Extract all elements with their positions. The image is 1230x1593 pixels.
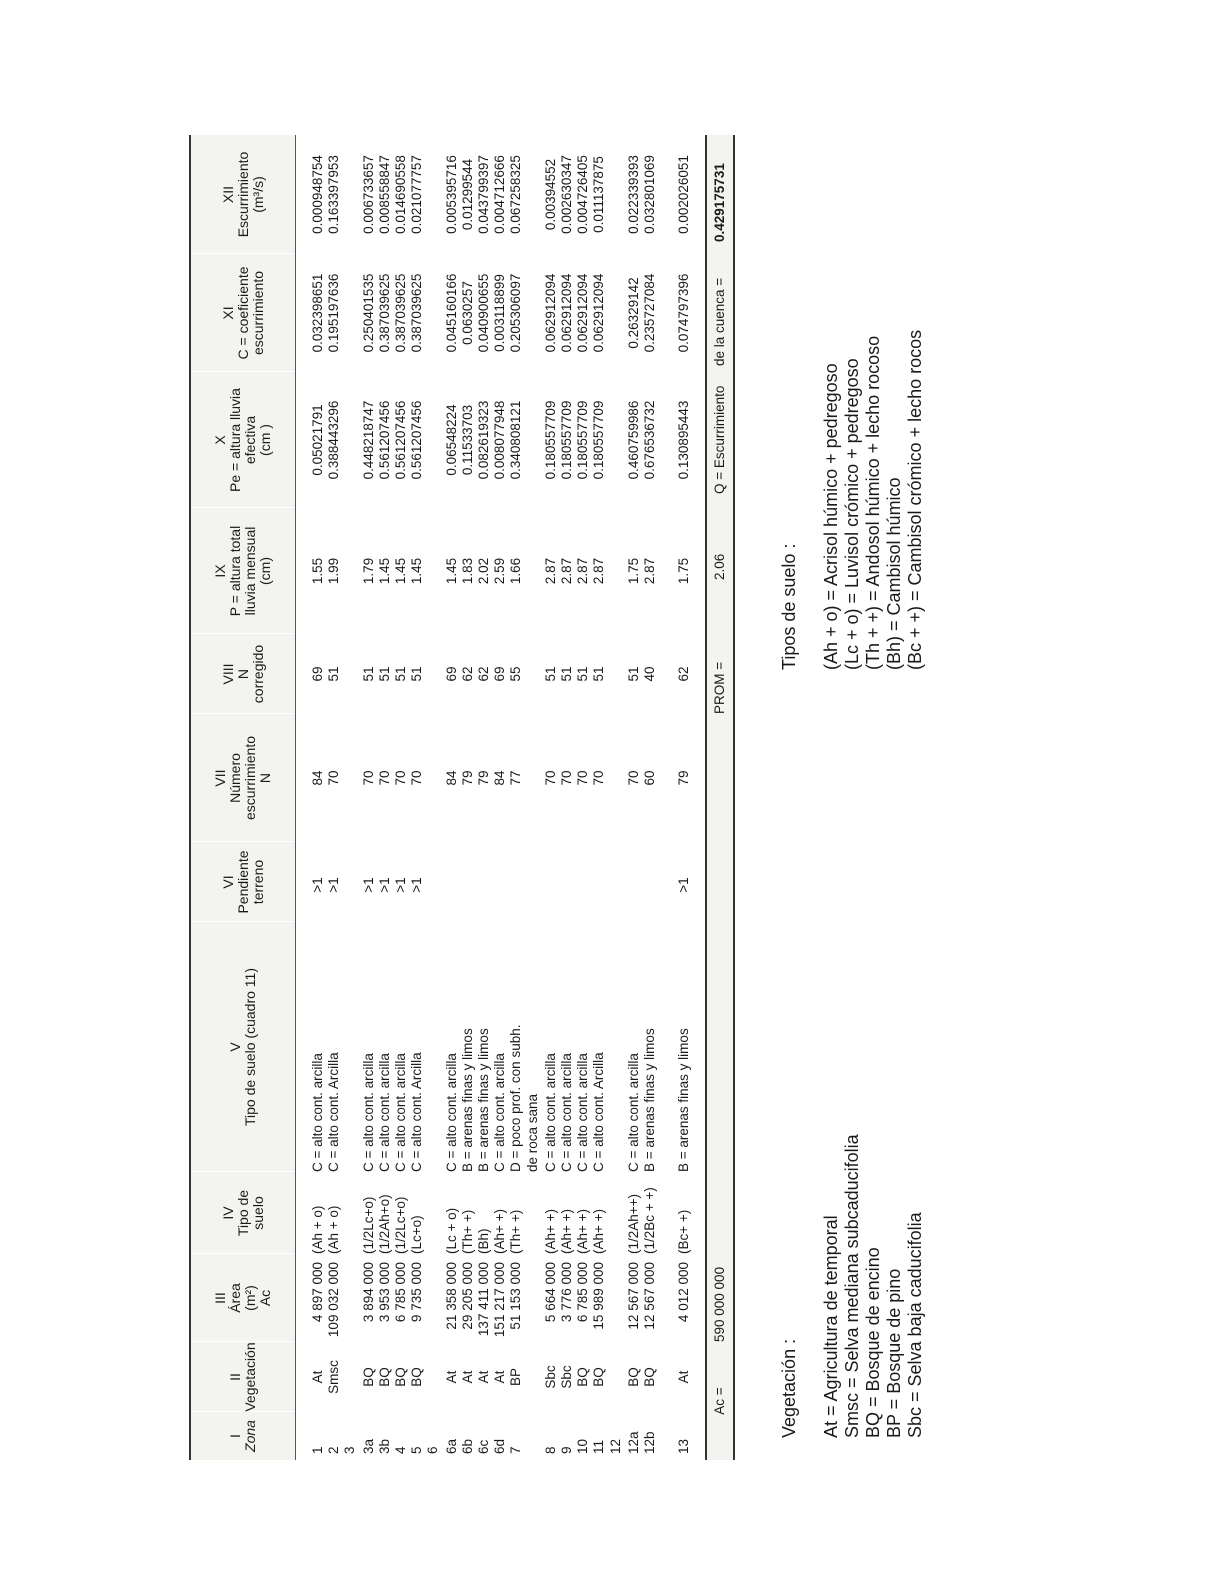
header-zona: I Zona <box>227 1420 258 1452</box>
cell-pe: 0.06548224 <box>443 404 459 476</box>
cell-ts: (Th+ +) <box>459 1209 475 1254</box>
cell-c: 0.062912094 <box>591 273 607 353</box>
cell-pe: 0.561207456 <box>376 400 392 480</box>
table-row <box>408 135 425 1460</box>
cell-ts: (1/2Ah++) <box>625 1193 641 1254</box>
cell-num: 84 <box>310 770 325 786</box>
cell-ncorr: 55 <box>508 666 524 682</box>
cell-zona: 3 <box>342 1446 358 1454</box>
q-label: Q = Escurrimiento <box>712 385 727 494</box>
cell-area: 21 358 000 <box>443 1262 459 1330</box>
cell-veg: At <box>476 1370 491 1384</box>
cell-area: 6 785 000 <box>575 1262 591 1323</box>
cell-pe: 0.130895443 <box>676 400 692 480</box>
cell-area: 6 785 000 <box>393 1262 408 1323</box>
ac-label: Ac = <box>712 1387 727 1415</box>
cell-pend: >1 <box>393 877 408 893</box>
cell-pe: 0.340808121 <box>508 400 524 480</box>
cell-ncorr: 51 <box>591 666 607 682</box>
cell-veg: At <box>310 1370 325 1384</box>
cell-q: 0.032801069 <box>642 155 657 234</box>
cell-ncorr: 69 <box>310 666 325 682</box>
cell-veg: BP <box>508 1368 524 1387</box>
cell-ts: (Ah+ +) <box>542 1208 558 1254</box>
legend-tipos-suelo <box>779 135 926 670</box>
cell-pend: >1 <box>409 877 425 893</box>
cell-num: 77 <box>508 770 524 786</box>
legend-item: BP = Bosque de pino <box>884 1268 904 1438</box>
cell-tsc: C = alto cont. Arcilla <box>591 1052 607 1172</box>
cell-num: 70 <box>409 770 425 786</box>
cell-zona: 6b <box>459 1438 475 1454</box>
cell-zona: 12b <box>642 1431 657 1454</box>
cell-ncorr: 51 <box>625 666 641 682</box>
cell-ts: (1/2Lc+o) <box>393 1196 408 1254</box>
cell-tsc: C = alto cont. arcilla <box>492 1053 508 1172</box>
cell-q: 0.021077757 <box>409 155 425 234</box>
cell-p: 1.79 <box>360 557 376 585</box>
cell-ts: (Th+ +) <box>508 1209 524 1254</box>
cell-area: 109 032 000 <box>326 1262 342 1338</box>
cell-pend: >1 <box>676 877 692 893</box>
cell-zona: 7 <box>508 1446 524 1454</box>
cell-q: 0.004712666 <box>492 155 508 234</box>
cell-pe: 0.561207456 <box>393 400 408 480</box>
cell-pe: 0.676536732 <box>642 400 657 480</box>
cell-p: 1.83 <box>459 557 475 585</box>
cell-ts: (Bc+ +) <box>676 1209 692 1254</box>
cell-p: 2.87 <box>559 557 574 585</box>
cell-c: 0.387039625 <box>393 273 408 353</box>
cell-veg: BQ <box>409 1367 425 1387</box>
table-row <box>491 135 508 1460</box>
cell-zona: 6 <box>425 1446 441 1454</box>
cell-c: 0.250401535 <box>360 273 376 353</box>
cell-veg: At <box>676 1370 692 1384</box>
cell-tsc: B = arenas finas y limos <box>459 1028 475 1172</box>
cell-area: 3 776 000 <box>559 1262 574 1323</box>
cell-pend: >1 <box>326 877 342 893</box>
cell-veg: At <box>492 1370 508 1384</box>
cell-num: 79 <box>676 770 692 786</box>
cell-c: 0.387039625 <box>376 273 392 353</box>
cell-tsc: C = alto cont. arcilla <box>559 1053 574 1172</box>
cell-area: 3 894 000 <box>360 1262 376 1323</box>
legend-item: (Bc + +) = Cambisol crómico + lecho rocos <box>905 329 925 670</box>
cell-q: 0.008558847 <box>376 155 392 234</box>
cell-ts: (Ah + o) <box>326 1205 342 1254</box>
cell-ts: (1/2Lc+o) <box>360 1196 376 1254</box>
cell-ts: (Ah+ +) <box>575 1208 591 1254</box>
q-label-2: de la cuenca = <box>712 277 727 366</box>
cell-pe: 0.082619323 <box>476 400 491 480</box>
cell-c: 0.235727084 <box>642 273 657 353</box>
cell-area: 51 153 000 <box>508 1262 524 1330</box>
cell-veg: BQ <box>360 1367 376 1387</box>
cell-c: 0.205306097 <box>508 273 524 353</box>
table-row <box>459 135 476 1460</box>
cell-veg: BQ <box>393 1367 408 1387</box>
cell-tsc: de roca sana <box>524 1093 540 1172</box>
header-vegetacion: II Vegetación <box>227 1342 258 1412</box>
cell-area: 4 897 000 <box>310 1262 325 1323</box>
cell-ncorr: 51 <box>409 666 425 682</box>
cell-p: 2.02 <box>476 557 491 585</box>
cell-area: 12 567 000 <box>642 1262 657 1330</box>
cell-num: 70 <box>591 770 607 786</box>
cell-num: 70 <box>575 770 591 786</box>
table-row <box>657 135 674 1460</box>
cell-num: 70 <box>393 770 408 786</box>
cell-veg: Sbc <box>542 1365 558 1389</box>
legend-item: (Lc + o) = Luvisol crómico + pedregoso <box>842 358 862 670</box>
cell-veg: BQ <box>642 1367 657 1387</box>
header-area: III Área (m²) Ac <box>212 1283 273 1313</box>
legend-suelo-title: Tipos de suelo : <box>779 543 799 670</box>
cell-pend: >1 <box>360 877 376 893</box>
cell-q: 0.022339393 <box>625 155 641 234</box>
cell-q: 0.067258325 <box>508 155 524 234</box>
cell-tsc: C = alto cont. arcilla <box>625 1053 641 1172</box>
cell-ncorr: 51 <box>376 666 392 682</box>
cell-q: 0.004726405 <box>575 155 591 234</box>
legend-item: (Th + +) = Andosol húmico + lecho rocoso <box>863 335 883 670</box>
cell-num: 70 <box>542 770 558 786</box>
cell-zona: 2 <box>326 1446 342 1454</box>
cell-tsc: C = alto cont. arcilla <box>376 1053 392 1172</box>
cell-ts: (1/2Ah+o) <box>376 1194 392 1254</box>
header-n-corregido: VIII N corregido <box>219 644 266 704</box>
cell-num: 70 <box>360 770 376 786</box>
table-header <box>189 135 296 1460</box>
cell-c: 0.26329142 <box>625 277 641 349</box>
legend-item: Sbc = Selva baja caducifolia <box>905 1212 925 1438</box>
table-row <box>590 135 607 1460</box>
cell-zona: 13 <box>676 1438 692 1454</box>
cell-veg: BQ <box>591 1367 607 1387</box>
cell-c: 0.040900655 <box>476 273 491 353</box>
cell-tsc: C = alto cont. arcilla <box>393 1053 408 1172</box>
cell-p: 2.87 <box>575 557 591 585</box>
cell-veg: BQ <box>625 1367 641 1387</box>
cell-zona: 6a <box>443 1438 459 1454</box>
cell-p: 1.45 <box>443 557 459 585</box>
cell-tsc: B = arenas finas y limos <box>642 1028 657 1172</box>
cell-pe: 0.180557709 <box>591 400 607 480</box>
cell-ts: (Ah + o) <box>310 1205 325 1254</box>
cell-veg: At <box>459 1370 475 1384</box>
table-row <box>341 135 358 1460</box>
table-row <box>607 135 624 1460</box>
cell-num: 84 <box>492 770 508 786</box>
cell-num: 70 <box>625 770 641 786</box>
cell-ncorr: 51 <box>575 666 591 682</box>
cell-zona: 4 <box>393 1446 408 1454</box>
cell-zona: 6c <box>476 1439 491 1454</box>
cell-c: 0.195197636 <box>326 273 342 353</box>
cell-area: 9 735 000 <box>409 1262 425 1323</box>
cell-p: 1.55 <box>310 557 325 585</box>
cell-zona: 8 <box>542 1446 558 1454</box>
table-row <box>443 135 460 1460</box>
cell-c: 0.062912094 <box>575 273 591 353</box>
cell-area: 15 989 000 <box>591 1262 607 1330</box>
cell-p: 2.59 <box>492 557 508 585</box>
cell-p: 1.66 <box>508 557 524 585</box>
table-row <box>475 135 492 1460</box>
cell-pe: 0.11533703 <box>459 404 475 476</box>
table-row <box>675 135 692 1460</box>
cell-tsc: C = alto cont. arcilla <box>575 1053 591 1172</box>
cell-pe: 0.388443296 <box>326 400 342 480</box>
legend-item: BQ = Bosque de encino <box>863 1247 883 1438</box>
cell-ts: (Ah+ +) <box>559 1208 574 1254</box>
cell-q: 0.00394552 <box>542 158 558 231</box>
cell-num: 79 <box>476 770 491 786</box>
cell-p: 2.87 <box>591 557 607 585</box>
cell-tsc: C = alto cont. arcilla <box>360 1053 376 1172</box>
cell-ncorr: 69 <box>443 666 459 682</box>
cell-c: 0.032398651 <box>310 273 325 353</box>
cell-zona: 12a <box>625 1431 641 1454</box>
legend-vegetacion <box>779 1018 926 1438</box>
table-row <box>325 135 342 1460</box>
table-row <box>542 135 559 1460</box>
table-row <box>524 135 541 1460</box>
cell-veg: Smsc <box>326 1360 342 1394</box>
cell-pend: >1 <box>310 877 325 893</box>
cell-c: 0.003118899 <box>492 274 508 352</box>
cell-p: 1.45 <box>393 557 408 585</box>
cell-q: 0.043799397 <box>476 155 491 234</box>
table-row <box>376 135 393 1460</box>
cell-ncorr: 51 <box>326 666 342 682</box>
cell-ncorr: 40 <box>642 666 657 682</box>
cell-ncorr: 51 <box>360 666 376 682</box>
cell-tsc: C = alto cont. arcilla <box>443 1053 459 1172</box>
cell-zona: 9 <box>559 1446 574 1454</box>
cell-pe: 0.180557709 <box>575 400 591 480</box>
legend-item: At = Agricultura de temporal <box>821 1215 841 1438</box>
cell-tsc: C = alto cont. arcilla <box>310 1053 325 1172</box>
table-row <box>507 135 524 1460</box>
q-value: 0.429175731 <box>712 163 727 242</box>
cell-q: 0.011137875 <box>591 156 607 233</box>
cell-c: 0.062912094 <box>542 273 558 353</box>
cell-p: 1.75 <box>625 557 641 585</box>
cell-area: 29 205 000 <box>459 1262 475 1330</box>
cell-pe: 0.008077948 <box>492 400 508 480</box>
cell-tsc: C = alto cont. arcilla <box>542 1053 558 1172</box>
cell-pe: 0.460759986 <box>625 400 641 480</box>
cell-q: 0.014690558 <box>393 155 408 234</box>
cell-veg: At <box>443 1370 459 1384</box>
cell-ncorr: 51 <box>393 666 408 682</box>
cell-c: 0.045160166 <box>443 273 459 353</box>
cell-p: 1.45 <box>376 557 392 585</box>
prom-label: PROM = <box>712 661 727 714</box>
cell-pe: 0.448218747 <box>360 400 376 480</box>
legend-item: (Ah + o) = Acrisol húmico + pedregoso <box>821 363 841 670</box>
table-row <box>392 135 409 1460</box>
cell-pe: 0.180557709 <box>542 400 558 480</box>
table-row <box>625 135 642 1460</box>
cell-num: 84 <box>443 770 459 786</box>
cell-p: 1.99 <box>326 557 342 585</box>
cell-zona: 10 <box>575 1438 591 1454</box>
cell-p: 2.87 <box>642 557 657 585</box>
legend-item: (Bh) = Cambisol húmico <box>884 477 904 670</box>
cell-area: 3 953 000 <box>376 1262 392 1323</box>
cell-tsc: C = alto cont. Arcilla <box>326 1052 342 1172</box>
cell-ts: (Bh) <box>476 1228 491 1254</box>
cell-zona: 3a <box>360 1438 376 1454</box>
cell-ncorr: 62 <box>676 666 692 682</box>
cell-q: 0.000948754 <box>310 155 325 234</box>
cell-pe: 0.180557709 <box>559 400 574 480</box>
cell-ncorr: 51 <box>542 666 558 682</box>
cell-q: 0.002630347 <box>559 155 574 234</box>
header-numero: VII Número escurrimiento N <box>212 735 273 821</box>
cell-p: 1.75 <box>676 557 692 585</box>
cell-q: 0.006733657 <box>360 155 376 234</box>
cell-veg: BQ <box>376 1367 392 1387</box>
cell-zona: 3b <box>376 1438 392 1454</box>
header-lluvia-total: IX P = altura total lluvia mensual (cm) <box>212 525 273 617</box>
cell-area: 5 664 000 <box>542 1262 558 1323</box>
cell-q: 0.163397953 <box>326 155 342 234</box>
cell-ts: (1/2Bc + +) <box>642 1187 657 1254</box>
cell-p: 1.45 <box>409 557 425 585</box>
rotated-table-page <box>189 135 925 1460</box>
cell-pend: >1 <box>376 877 392 893</box>
cell-tsc: B = arenas finas y limos <box>676 1028 692 1172</box>
cell-zona: 11 <box>591 1439 607 1454</box>
ac-value: 590 000 000 <box>712 1266 727 1342</box>
cell-p: 2.87 <box>542 557 558 585</box>
header-escurrimiento: XII Escurrimiento (m³/s) <box>219 151 266 238</box>
header-tipo-suelo-cuadro: V Tipo de suelo (cuadro 11) <box>227 968 258 1126</box>
cell-area: 151 217 000 <box>492 1262 508 1338</box>
cell-ts: (Ah+ +) <box>492 1208 508 1254</box>
cell-zona: 5 <box>409 1446 425 1454</box>
cell-tsc: C = alto cont. Arcilla <box>409 1052 425 1172</box>
header-pendiente: VI Pendiente terreno <box>219 850 266 914</box>
cell-c: 0.074797396 <box>676 273 692 353</box>
cell-num: 70 <box>376 770 392 786</box>
table-row <box>424 135 441 1460</box>
cell-q: 0.005395716 <box>443 155 459 234</box>
cell-num: 70 <box>326 770 342 786</box>
cell-num: 70 <box>559 770 574 786</box>
cell-tsc: B = arenas finas y limos <box>476 1028 491 1172</box>
cell-pe: 0.561207456 <box>409 400 425 480</box>
header-coeficiente: XI C = coeficiente escurrimiento <box>219 266 266 360</box>
table-row <box>360 135 377 1460</box>
header-lluvia-efectiva: X Pe = altura lluvia efectiva (cm ) <box>212 388 273 492</box>
prom-value: 2.06 <box>712 553 727 580</box>
cell-veg: Sbc <box>559 1365 574 1389</box>
table-row <box>558 135 575 1460</box>
header-tipo-suelo: IV Tipo de suelo <box>219 1189 266 1237</box>
cell-c: 0.062912094 <box>559 273 574 353</box>
cell-q: 0.002026051 <box>676 155 692 234</box>
cell-ts: (Lc+o) <box>409 1215 425 1254</box>
cell-ncorr: 51 <box>559 666 574 682</box>
cell-zona: 6d <box>492 1438 508 1454</box>
cell-c: 0.387039625 <box>409 273 425 353</box>
table-row <box>641 135 658 1460</box>
cell-num: 60 <box>642 770 657 786</box>
cell-q: 0.01299544 <box>459 158 475 231</box>
cell-ts: (Lc + o) <box>443 1207 459 1254</box>
cell-ts: (Ah+ +) <box>591 1208 607 1254</box>
cell-ncorr: 62 <box>476 666 491 682</box>
cell-ncorr: 69 <box>492 666 508 682</box>
totals-row <box>705 135 735 1460</box>
cell-area: 12 567 000 <box>625 1262 641 1330</box>
cell-tsc: D = poco prof. con subh. <box>508 1024 524 1172</box>
legend-vegetacion-title: Vegetación : <box>779 1338 799 1438</box>
cell-area: 4 012 000 <box>676 1262 692 1323</box>
cell-veg: BQ <box>575 1367 591 1387</box>
legend-item: Smsc = Selva mediana subcaducifolia <box>842 1134 862 1438</box>
cell-c: 0.0630257 <box>459 281 475 345</box>
cell-zona: 12 <box>607 1438 623 1454</box>
cell-ncorr: 62 <box>459 666 475 682</box>
table-row <box>309 135 326 1460</box>
cell-pe: 0.05021791 <box>310 404 325 476</box>
cell-zona: 1 <box>310 1446 325 1454</box>
cell-area: 137 411 000 <box>476 1262 491 1337</box>
table-row <box>574 135 591 1460</box>
cell-num: 79 <box>459 770 475 786</box>
